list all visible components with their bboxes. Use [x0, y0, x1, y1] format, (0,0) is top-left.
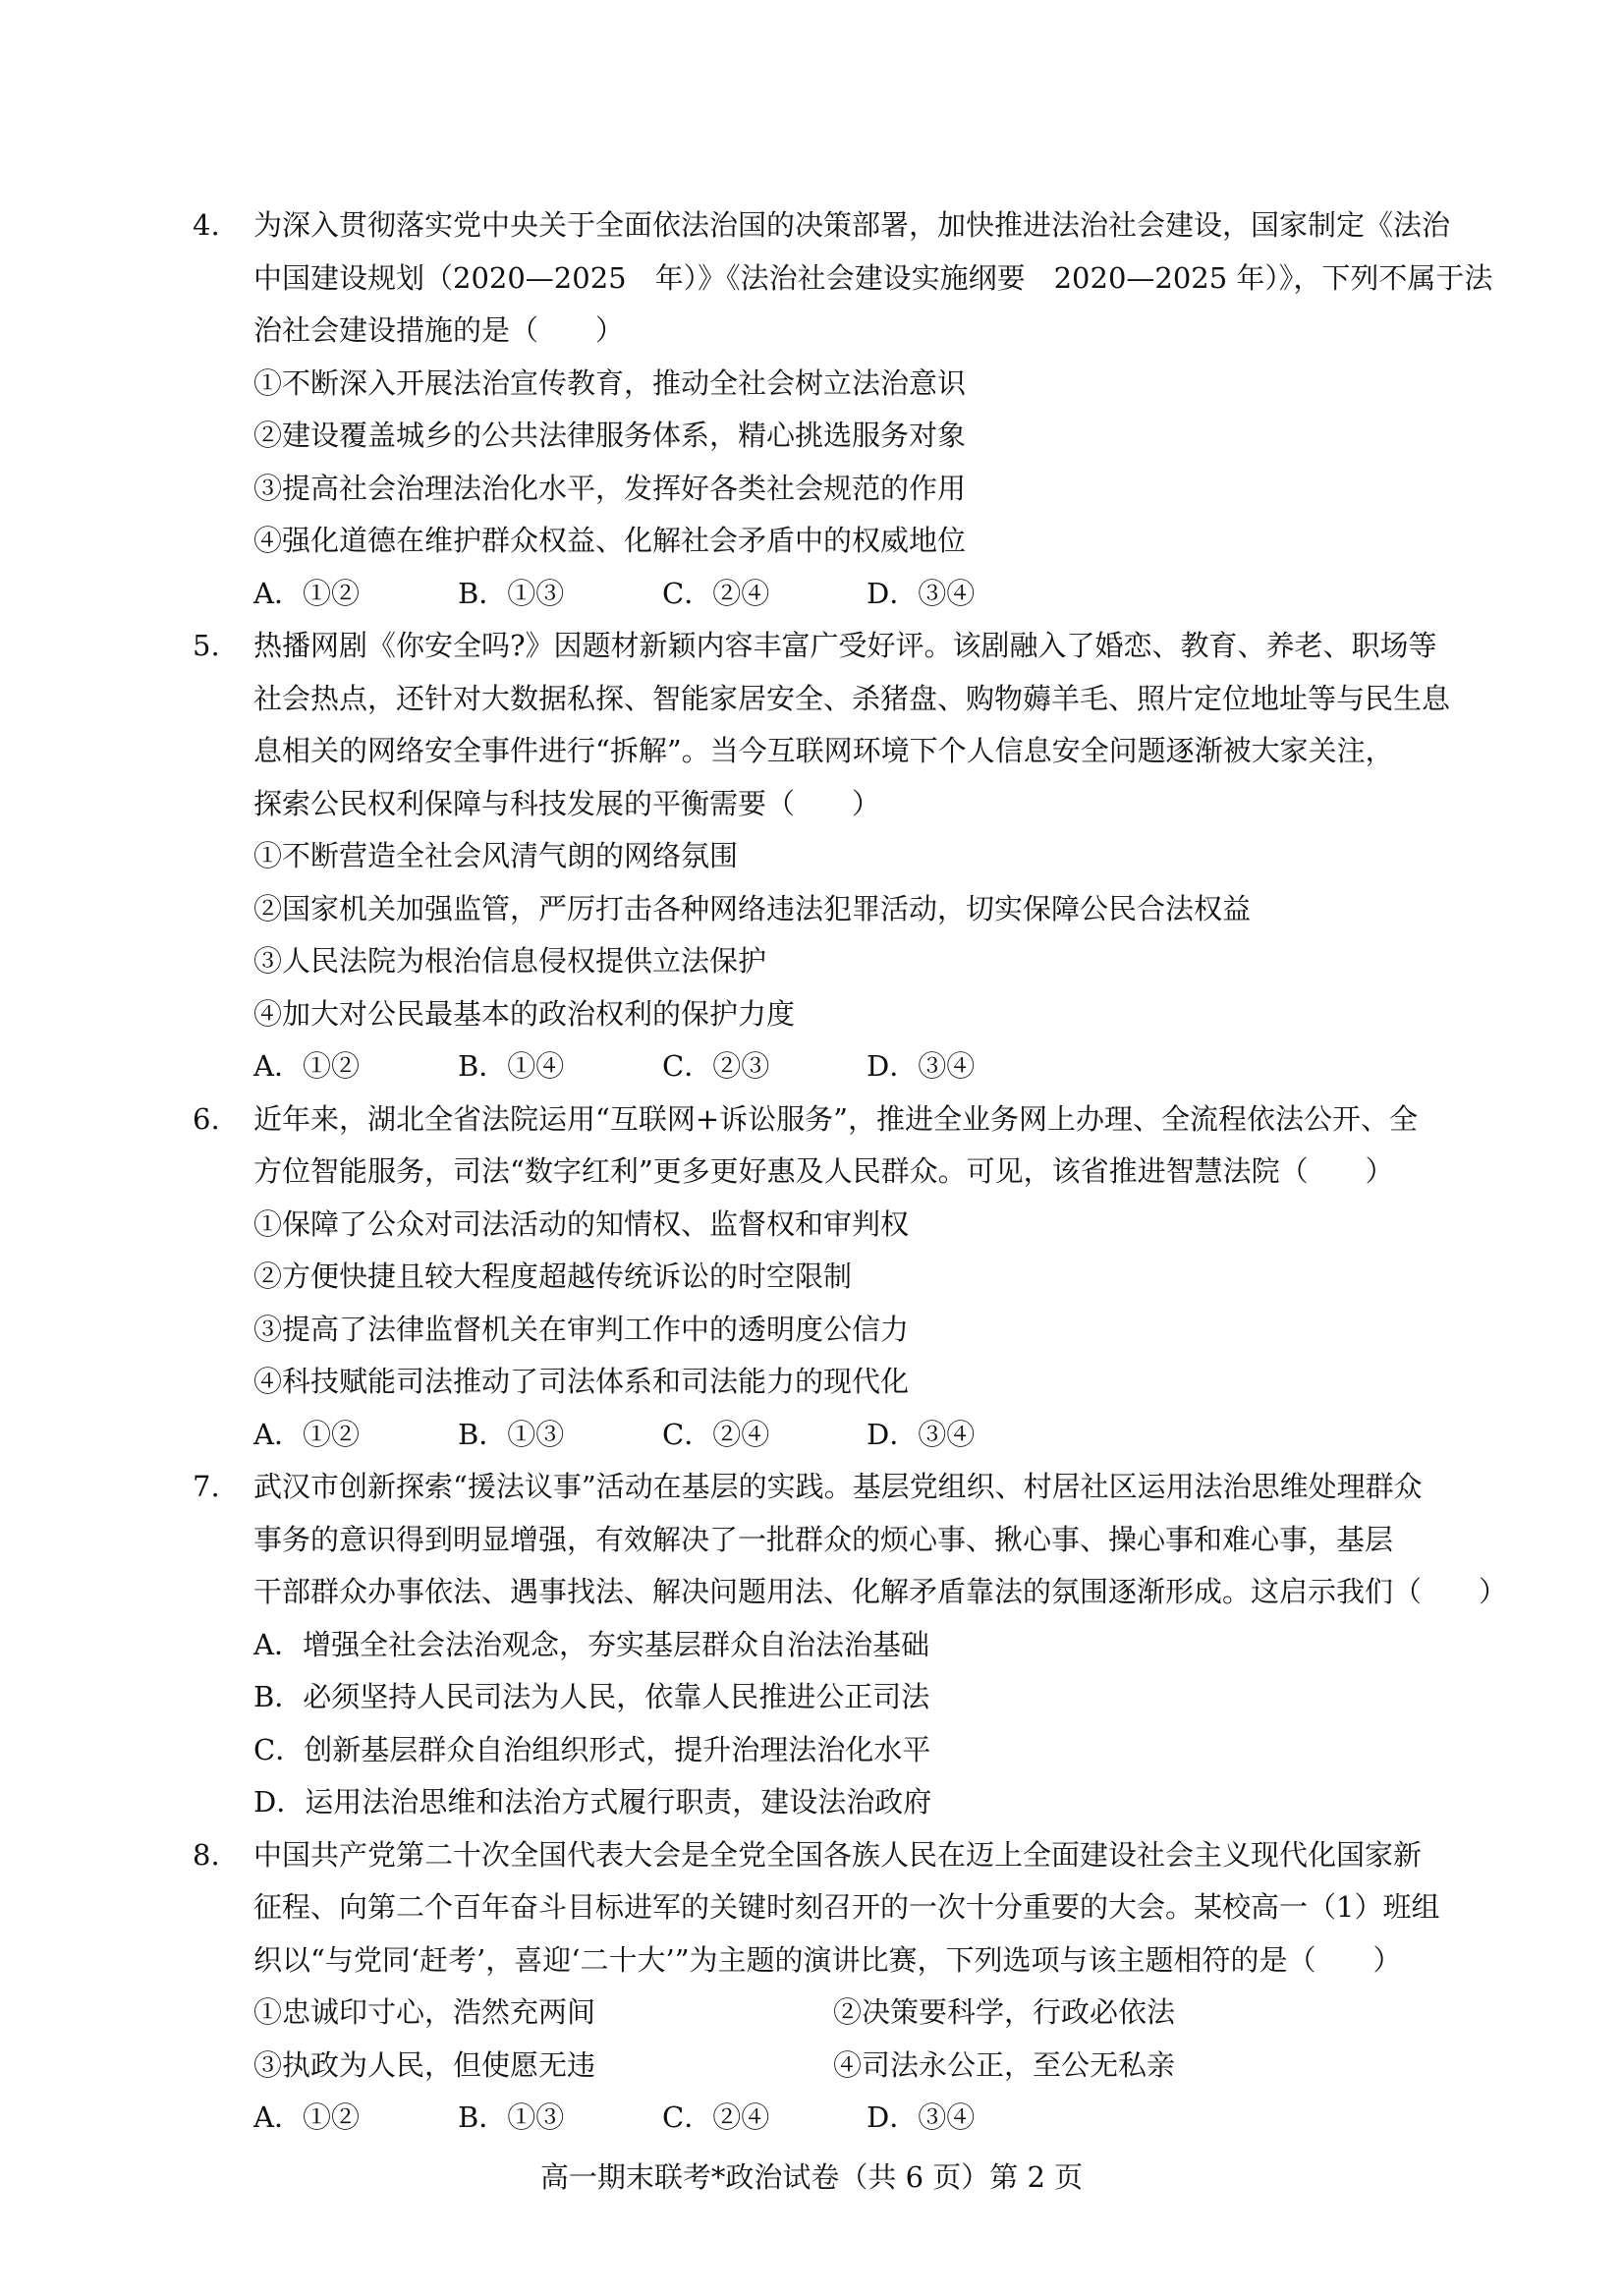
statement-item: ③人民法院为根治信息侵权提供立法保护 — [253, 944, 767, 978]
page-footer: 高一期末联考*政治试卷（共 6 页）第 2 页 — [539, 2160, 1084, 2194]
statement-item: ②决策要科学，行政必依法 — [833, 1995, 1176, 2029]
question-stem-line: 探索公民权利保障与科技发展的平衡需要（ ） — [253, 786, 881, 820]
answer-option: A．①② — [253, 2100, 360, 2134]
statement-item: ①不断营造全社会风清气朗的网络氛围 — [253, 839, 739, 872]
statement-item: ④司法永公正，至公无私亲 — [833, 2047, 1176, 2082]
statement-pair-row — [253, 2040, 1470, 2093]
answer-option: D．③④ — [867, 1049, 976, 1083]
answer-options — [253, 568, 1470, 621]
answer-option: B．①③ — [458, 2100, 565, 2134]
question-stem-line: 中国建设规划（2020—2025 年）》《法治社会建设实施纲要 2020—2025 年）》，下列不属于法 — [253, 260, 1493, 295]
statement-item: ②方便快捷且较大程度超越传统诉讼的时空限制 — [253, 1260, 853, 1293]
answer-option: B．①③ — [458, 576, 565, 610]
question-number: 5. — [193, 629, 220, 662]
question-stem-line: 方位智能服务，司法“数字红利”更多更好惠及人民群众。可见，该省推进智慧法院（ ） — [253, 1154, 1394, 1188]
answer-options — [253, 1040, 1470, 1093]
question-stem-line: 近年来，湖北全省法院运用“互联网+诉讼服务”，推进全业务网上办理、全流程依法公开、全 — [253, 1101, 1418, 1136]
question-number: 6. — [193, 1101, 220, 1136]
answer-option: A．①② — [253, 576, 360, 610]
question-stem-line: 事务的意识得到明显增强，有效解决了一批群众的烦心事、揪心事、操心事和难心事，基层 — [253, 1522, 1394, 1556]
question-number: 4. — [193, 208, 220, 242]
statement-item: ①忠诚印寸心，浩然充两间 — [253, 1995, 596, 2029]
statement-item: B．必须坚持人民司法为人民，依靠人民推进公正司法 — [253, 1680, 930, 1713]
statement-item: C．创新基层群众自治组织形式，提升治理法治化水平 — [253, 1732, 931, 1766]
answer-options — [253, 1409, 1470, 1462]
question-number: 7. — [193, 1470, 220, 1503]
statement-item: ③执政为人民，但使愿无违 — [253, 2047, 596, 2082]
answer-option: B．①③ — [458, 1417, 565, 1451]
question-stem-line: 织以“与党同‘赶考’，喜迎‘二十大’”为主题的演讲比赛，下列选项与该主题相符的是（ ） — [253, 1942, 1402, 1977]
statement-item: ②国家机关加强监管，严厉打击各种网络违法犯罪活动，切实保障公民合法权益 — [253, 891, 1252, 925]
question-list — [193, 199, 1508, 2145]
question-7 — [193, 1461, 1508, 1829]
answer-option: A．①② — [253, 1049, 360, 1083]
answer-option: D．③④ — [867, 2100, 976, 2134]
question-number: 8. — [193, 1837, 220, 1872]
answer-option: C．②④ — [662, 2100, 770, 2134]
question-stem-line: 干部群众办事依法、遇事找法、解决问题用法、化解矛盾靠法的氛围逐渐形成。这启示我们（ ） — [253, 1575, 1508, 1608]
answer-options — [253, 2092, 1470, 2145]
statement-item: ①不断深入开展法治宣传教育，推动全社会树立法治意识 — [253, 365, 967, 400]
question-stem-line: 征程、向第二个百年奋斗目标进军的关键时刻召开的一次十分重要的大会。某校高一（1）班组 — [253, 1890, 1440, 1924]
question-6 — [193, 1093, 1470, 1462]
question-5 — [193, 620, 1470, 1093]
statement-item: ③提高了法律监督机关在审判工作中的透明度公信力 — [253, 1312, 910, 1346]
statement-item: ②建设覆盖城乡的公共法律服务体系，精心挑选服务对象 — [253, 419, 967, 452]
question-4 — [193, 199, 1493, 620]
answer-option: C．②④ — [662, 576, 770, 610]
question-8 — [193, 1829, 1470, 2145]
question-stem-line: 热播网剧《你安全吗?》因题材新颖内容丰富广受好评。该剧融入了婚恋、教育、养老、职场等 — [253, 629, 1437, 662]
statement-item: ①保障了公众对司法活动的知情权、监督权和审判权 — [253, 1206, 910, 1241]
question-stem-line: 中国共产党第二十次全国代表大会是全党全国各族人民在迈上全面建设社会主义现代化国家新 — [253, 1837, 1423, 1872]
question-body — [253, 1093, 1470, 1462]
question-stem-line: 武汉市创新探索“援法议事”活动在基层的实践。基层党组织、村居社区运用法治思维处理群众 — [253, 1470, 1423, 1503]
answer-option: D．③④ — [867, 1417, 976, 1451]
answer-option: C．②④ — [662, 1417, 770, 1451]
statement-item: ④强化道德在维护群众权益、化解社会矛盾中的权威地位 — [253, 524, 967, 557]
question-stem-line: 息相关的网络安全事件进行“拆解”。当今互联网环境下个人信息安全问题逐渐被大家关注， — [253, 734, 1394, 767]
statement-item: ③提高社会治理法治化水平，发挥好各类社会规范的作用 — [253, 471, 967, 505]
question-body — [253, 620, 1470, 1093]
statement-item: A．增强全社会法治观念，夯实基层群众自治法治基础 — [253, 1627, 929, 1661]
answer-option: D．③④ — [867, 576, 976, 610]
question-stem-line: 治社会建设措施的是（ ） — [253, 313, 625, 347]
question-stem-line: 为深入贯彻落实党中央关于全面依法治国的决策部署，加快推进法治社会建设，国家制定《法治 — [253, 208, 1451, 242]
answer-option: B．①④ — [458, 1049, 565, 1083]
statement-pair-row — [253, 1987, 1470, 2040]
question-body — [253, 199, 1493, 620]
question-body — [253, 1461, 1508, 1829]
answer-option: C．②③ — [662, 1049, 770, 1083]
question-stem-line: 社会热点，还针对大数据私探、智能家居安全、杀猪盘、购物薅羊毛、照片定位地址等与民生息 — [253, 681, 1451, 715]
question-body — [253, 1829, 1470, 2145]
statement-item: ④加大对公民最基本的政治权利的保护力度 — [253, 996, 796, 1031]
statement-item: ④科技赋能司法推动了司法体系和司法能力的现代化 — [253, 1365, 910, 1398]
statement-item: D．运用法治思维和法治方式履行职责，建设法治政府 — [253, 1785, 932, 1819]
answer-option: A．①② — [253, 1417, 360, 1451]
